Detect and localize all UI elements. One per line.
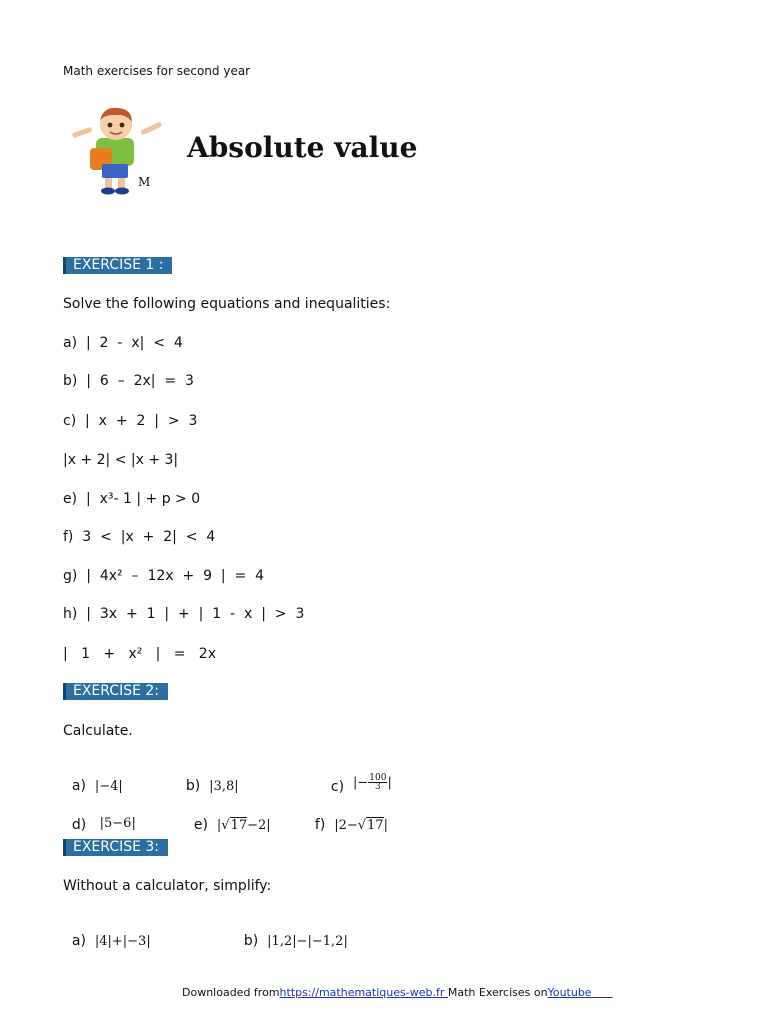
exercise-2-item-f: f) |2−√17|: [314, 817, 388, 833]
fraction: $\frac{100}{3}$: [369, 773, 387, 792]
exercise-1-item-b: b) | 6 – 2x| = 3: [63, 373, 194, 389]
exercise-3-heading: EXERCISE 3:: [63, 839, 168, 856]
radicand: 17: [367, 818, 384, 833]
site-link[interactable]: https://mathematiques-web.fr: [279, 986, 448, 999]
exercise-1-item-e: e) | x³- 1 | + p > 0: [63, 491, 201, 507]
exercise-1-item-f: f) 3 < |x + 2| < 4: [63, 529, 216, 545]
exercise-2-heading: EXERCISE 2:: [63, 683, 168, 700]
exercise-3-intro: Without a calculator, simplify:: [63, 878, 272, 894]
header-note: Math exercises for second year: [63, 64, 251, 78]
exercise-3-item-a: a) |4|+|−3|: [71, 933, 151, 949]
exercise-2-item-a: a) |−4|: [71, 778, 123, 794]
exercise-1-item-a: a) | 2 - x| < 4: [63, 335, 183, 351]
footer-middle: Math Exercises on: [447, 986, 548, 999]
expression: |4|+|−3|: [94, 934, 151, 949]
exercise-1-item-i: | 1 + x² | = 2x: [63, 646, 216, 662]
youtube-link[interactable]: Youtube: [547, 986, 592, 999]
radicand: 17: [230, 818, 248, 833]
exercise-1-item-d: |x + 2| < |x + 3|: [63, 452, 179, 468]
exercise-2-intro: Calculate.: [63, 723, 133, 739]
exercise-1-intro: Solve the following equations and inequalities:: [63, 296, 391, 312]
exercise-1-item-h: h) | 3x + 1 | + | 1 - x | > 3: [63, 606, 305, 622]
exercise-2-item-b: b) |3,8|: [185, 778, 239, 794]
exercise-3-item-b: b) |1,2|−|−1,2|: [243, 933, 348, 949]
expression: |5−6|: [99, 816, 136, 831]
exercise-1-item-c: c) | x + 2 | > 3: [63, 413, 198, 429]
youtube-link-tail[interactable]: [592, 986, 613, 999]
expression: |3,8|: [209, 779, 239, 794]
boy-mascot-logo: [70, 104, 170, 196]
footer: [182, 986, 613, 999]
footer-prefix: Downloaded from: [182, 986, 280, 999]
page-title: Absolute value: [187, 131, 418, 164]
exercise-2-item-d: d) |5−6|: [71, 816, 136, 833]
logo-letter: M: [138, 175, 151, 189]
exercise-2-item-c: c) |− $\frac{100}{3}$ |: [330, 773, 392, 795]
exercise-1-item-g: g) | 4x² – 12x + 9 | = 4: [63, 568, 265, 584]
expression: |−4|: [94, 779, 123, 794]
expression: |1,2|−|−1,2|: [267, 934, 348, 949]
exercise-1-heading: EXERCISE 1 :: [63, 257, 172, 274]
exercise-2-item-e: e) |√17−2|: [193, 817, 271, 833]
boy-mascot-icon: [70, 104, 170, 196]
